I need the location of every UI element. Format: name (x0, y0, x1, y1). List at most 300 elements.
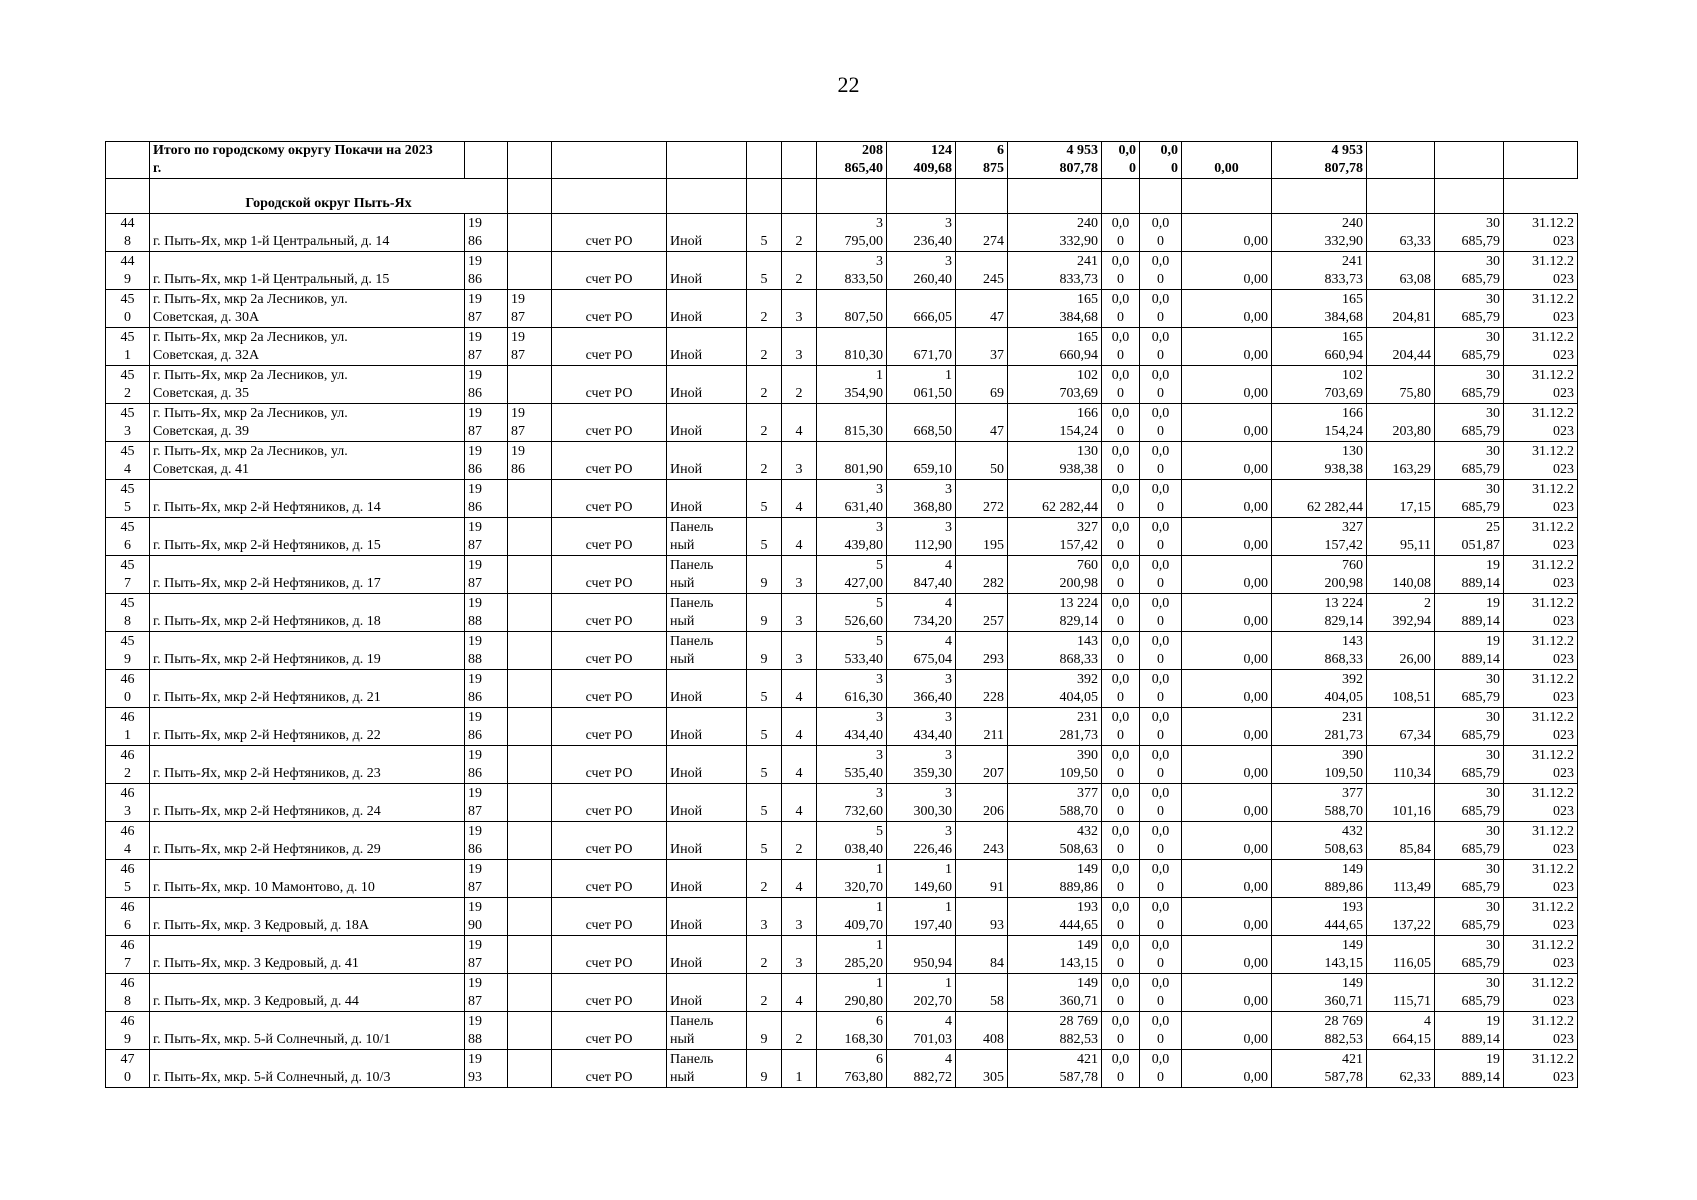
cost-b-cell: 0,0 0 (1140, 556, 1182, 594)
entrances-cell: 4 (782, 784, 817, 822)
residents-cell: 195 (956, 518, 1008, 556)
cost-per-sqm-cell: 2 392,94 (1367, 594, 1435, 632)
year-built-cell: 19 87 (465, 784, 508, 822)
cost-limit-cell: 19 889,14 (1435, 556, 1504, 594)
row-number-cell: 46 8 (106, 974, 150, 1012)
cost-limit-cell: 30 685,79 (1435, 974, 1504, 1012)
cost-total-cell: 62 282,44 (1008, 480, 1102, 518)
cost-fund-cell: 13 224 829,14 (1272, 594, 1367, 632)
total-area-cell: 1 290,80 (817, 974, 887, 1012)
living-area-cell: 3 300,30 (887, 784, 956, 822)
table-row (106, 822, 1578, 860)
total-cell: 208 865,40 (817, 142, 887, 179)
row-number-cell: 44 8 (106, 214, 150, 252)
cost-c-cell: 0,00 (1182, 670, 1272, 708)
entrances-cell: 3 (782, 898, 817, 936)
residents-cell: 37 (956, 328, 1008, 366)
cost-fund-cell: 102 703,69 (1272, 366, 1367, 404)
floors-cell: 2 (747, 936, 782, 974)
residents-cell: 84 (956, 936, 1008, 974)
deadline-cell: 31.12.2 023 (1504, 898, 1578, 936)
cost-per-sqm-cell: 17,15 (1367, 480, 1435, 518)
year-built-cell: 19 86 (465, 670, 508, 708)
cost-a-cell: 0,0 0 (1102, 1012, 1140, 1050)
entrances-cell: 4 (782, 518, 817, 556)
total-area-cell: 3 795,00 (817, 214, 887, 252)
cost-b-cell: 0,0 0 (1140, 442, 1182, 480)
entrances-cell: 3 (782, 556, 817, 594)
total-cell: 4 953 807,78 (1272, 142, 1367, 179)
fund-method-cell: счет РО (552, 404, 667, 442)
cost-fund-cell: 421 587,78 (1272, 1050, 1367, 1088)
cost-limit-cell: 30 685,79 (1435, 214, 1504, 252)
row-number-cell: 46 4 (106, 822, 150, 860)
year-built-cell: 19 88 (465, 594, 508, 632)
row-number-cell: 46 9 (106, 1012, 150, 1050)
cost-a-cell: 0,0 0 (1102, 1050, 1140, 1088)
address-cell: г. Пыть-Ях, мкр 1-й Центральный, д. 15 (150, 252, 465, 290)
cost-total-cell: 102 703,69 (1008, 366, 1102, 404)
fund-method-cell: счет РО (552, 974, 667, 1012)
living-area-cell: 3 260,40 (887, 252, 956, 290)
floors-cell: 5 (747, 784, 782, 822)
cost-c-cell: 0,00 (1182, 518, 1272, 556)
wall-material-cell: Панель ный (667, 1050, 747, 1088)
address-cell: г. Пыть-Ях, мкр 2-й Нефтяников, д. 24 (150, 784, 465, 822)
residents-cell: 47 (956, 290, 1008, 328)
cost-limit-cell: 30 685,79 (1435, 784, 1504, 822)
total-row (106, 142, 1578, 179)
floors-cell: 5 (747, 252, 782, 290)
cost-limit-cell: 30 685,79 (1435, 480, 1504, 518)
cost-c-cell: 0,00 (1182, 328, 1272, 366)
cost-a-cell: 0,0 0 (1102, 860, 1140, 898)
cost-c-cell: 0,00 (1182, 556, 1272, 594)
year-commissioned-cell (508, 670, 552, 708)
deadline-cell: 31.12.2 023 (1504, 860, 1578, 898)
cost-c-cell: 0,00 (1182, 214, 1272, 252)
floors-cell: 5 (747, 822, 782, 860)
cost-limit-cell: 30 685,79 (1435, 746, 1504, 784)
living-area-cell: 3 368,80 (887, 480, 956, 518)
wall-material-cell: Иной (667, 366, 747, 404)
deadline-cell: 31.12.2 023 (1504, 1050, 1578, 1088)
cost-c-cell: 0,00 (1182, 708, 1272, 746)
table-row (106, 936, 1578, 974)
cost-total-cell: 377 588,70 (1008, 784, 1102, 822)
fund-method-cell: счет РО (552, 480, 667, 518)
wall-material-cell: Иной (667, 822, 747, 860)
table-row (106, 708, 1578, 746)
cost-b-cell: 0,0 0 (1140, 252, 1182, 290)
cost-a-cell: 0,0 0 (1102, 670, 1140, 708)
table-row (106, 214, 1578, 252)
row-number-cell: 45 8 (106, 594, 150, 632)
floors-cell: 5 (747, 518, 782, 556)
floors-cell: 9 (747, 556, 782, 594)
cost-a-cell: 0,0 0 (1102, 252, 1140, 290)
cost-per-sqm-cell: 26,00 (1367, 632, 1435, 670)
cost-a-cell: 0,0 0 (1102, 556, 1140, 594)
year-built-cell: 19 87 (465, 290, 508, 328)
cost-limit-cell: 30 685,79 (1435, 252, 1504, 290)
total-cell: 6 875 (956, 142, 1008, 179)
section-row (106, 179, 1578, 214)
living-area-cell: 3 236,40 (887, 214, 956, 252)
table-row (106, 556, 1578, 594)
total-area-cell: 3 535,40 (817, 746, 887, 784)
wall-material-cell: Иной (667, 936, 747, 974)
cost-limit-cell: 30 685,79 (1435, 366, 1504, 404)
cost-b-cell: 0,0 0 (1140, 632, 1182, 670)
table-row (106, 670, 1578, 708)
wall-material-cell: Панель ный (667, 1012, 747, 1050)
deadline-cell: 31.12.2 023 (1504, 708, 1578, 746)
cost-per-sqm-cell: 110,34 (1367, 746, 1435, 784)
cost-limit-cell: 19 889,14 (1435, 1012, 1504, 1050)
cost-total-cell: 432 508,63 (1008, 822, 1102, 860)
deadline-cell: 31.12.2 023 (1504, 214, 1578, 252)
table-row (106, 328, 1578, 366)
year-commissioned-cell (508, 1050, 552, 1088)
cost-c-cell: 0,00 (1182, 404, 1272, 442)
cost-fund-cell: 390 109,50 (1272, 746, 1367, 784)
year-built-cell: 19 86 (465, 214, 508, 252)
living-area-cell: 4 701,03 (887, 1012, 956, 1050)
wall-material-cell: Иной (667, 974, 747, 1012)
entrances-cell: 3 (782, 328, 817, 366)
cost-a-cell: 0,0 0 (1102, 746, 1140, 784)
deadline-cell: 31.12.2 023 (1504, 328, 1578, 366)
cost-b-cell: 0,0 0 (1140, 860, 1182, 898)
cost-c-cell: 0,00 (1182, 746, 1272, 784)
year-commissioned-cell (508, 708, 552, 746)
cost-a-cell: 0,0 0 (1102, 708, 1140, 746)
wall-material-cell: Иной (667, 784, 747, 822)
cost-per-sqm-cell: 115,71 (1367, 974, 1435, 1012)
fund-method-cell: счет РО (552, 936, 667, 974)
year-built-cell: 19 87 (465, 518, 508, 556)
wall-material-cell: Иной (667, 746, 747, 784)
cost-limit-cell: 19 889,14 (1435, 1050, 1504, 1088)
cost-per-sqm-cell: 63,08 (1367, 252, 1435, 290)
floors-cell: 5 (747, 480, 782, 518)
cost-b-cell: 0,0 0 (1140, 366, 1182, 404)
total-area-cell: 5 427,00 (817, 556, 887, 594)
total-area-cell: 5 533,40 (817, 632, 887, 670)
deadline-cell: 31.12.2 023 (1504, 252, 1578, 290)
cost-limit-cell: 30 685,79 (1435, 822, 1504, 860)
cost-total-cell: 392 404,05 (1008, 670, 1102, 708)
cost-c-cell: 0,00 (1182, 936, 1272, 974)
deadline-cell: 31.12.2 023 (1504, 442, 1578, 480)
residents-cell: 206 (956, 784, 1008, 822)
cost-a-cell: 0,0 0 (1102, 328, 1140, 366)
table-row (106, 974, 1578, 1012)
wall-material-cell: Иной (667, 290, 747, 328)
cost-a-cell: 0,0 0 (1102, 936, 1140, 974)
residents-cell: 69 (956, 366, 1008, 404)
wall-material-cell: Иной (667, 480, 747, 518)
year-commissioned-cell (508, 632, 552, 670)
row-number-cell: 44 9 (106, 252, 150, 290)
year-commissioned-cell (508, 974, 552, 1012)
floors-cell: 2 (747, 290, 782, 328)
living-area-cell: 1 202,70 (887, 974, 956, 1012)
cost-c-cell: 0,00 (1182, 898, 1272, 936)
year-commissioned-cell (508, 366, 552, 404)
entrances-cell: 3 (782, 632, 817, 670)
fund-method-cell: счет РО (552, 594, 667, 632)
wall-material-cell: Панель ный (667, 518, 747, 556)
wall-material-cell: Иной (667, 252, 747, 290)
entrances-cell: 4 (782, 480, 817, 518)
floors-cell: 9 (747, 632, 782, 670)
year-built-cell: 19 88 (465, 1012, 508, 1050)
cost-limit-cell: 19 889,14 (1435, 594, 1504, 632)
living-area-cell: 3 359,30 (887, 746, 956, 784)
cost-a-cell: 0,0 0 (1102, 404, 1140, 442)
cost-a-cell: 0,0 0 (1102, 594, 1140, 632)
total-area-cell: 5 526,60 (817, 594, 887, 632)
cost-limit-cell: 30 685,79 (1435, 708, 1504, 746)
fund-method-cell: счет РО (552, 328, 667, 366)
table-row (106, 746, 1578, 784)
fund-method-cell: счет РО (552, 632, 667, 670)
floors-cell: 2 (747, 442, 782, 480)
fund-method-cell: счет РО (552, 746, 667, 784)
address-cell: г. Пыть-Ях, мкр 2-й Нефтяников, д. 21 (150, 670, 465, 708)
deadline-cell: 31.12.2 023 (1504, 366, 1578, 404)
fund-method-cell: счет РО (552, 518, 667, 556)
entrances-cell: 3 (782, 936, 817, 974)
cost-limit-cell: 30 685,79 (1435, 860, 1504, 898)
year-built-cell: 19 90 (465, 898, 508, 936)
row-number-cell: 45 1 (106, 328, 150, 366)
cost-b-cell: 0,0 0 (1140, 1012, 1182, 1050)
cost-c-cell: 0,00 (1182, 632, 1272, 670)
address-cell: г. Пыть-Ях, мкр. 3 Кедровый, д. 41 (150, 936, 465, 974)
row-number-cell: 45 0 (106, 290, 150, 328)
residents-cell: 207 (956, 746, 1008, 784)
cost-fund-cell: 432 508,63 (1272, 822, 1367, 860)
entrances-cell: 2 (782, 366, 817, 404)
cost-fund-cell: 165 384,68 (1272, 290, 1367, 328)
cost-b-cell: 0,0 0 (1140, 328, 1182, 366)
wall-material-cell: Иной (667, 708, 747, 746)
living-area-cell: 671,70 (887, 328, 956, 366)
fund-method-cell: счет РО (552, 1012, 667, 1050)
cost-a-cell: 0,0 0 (1102, 366, 1140, 404)
living-area-cell: 4 882,72 (887, 1050, 956, 1088)
cost-b-cell: 0,0 0 (1140, 594, 1182, 632)
cost-fund-cell: 130 938,38 (1272, 442, 1367, 480)
cost-total-cell: 130 938,38 (1008, 442, 1102, 480)
year-built-cell: 19 87 (465, 860, 508, 898)
wall-material-cell: Иной (667, 404, 747, 442)
total-area-cell: 1 320,70 (817, 860, 887, 898)
table-row (106, 252, 1578, 290)
cost-total-cell: 166 154,24 (1008, 404, 1102, 442)
cost-per-sqm-cell: 75,80 (1367, 366, 1435, 404)
residents-cell: 243 (956, 822, 1008, 860)
fund-method-cell: счет РО (552, 708, 667, 746)
entrances-cell: 3 (782, 442, 817, 480)
residents-cell: 50 (956, 442, 1008, 480)
living-area-cell: 668,50 (887, 404, 956, 442)
cost-per-sqm-cell: 62,33 (1367, 1050, 1435, 1088)
year-commissioned-cell (508, 822, 552, 860)
deadline-cell: 31.12.2 023 (1504, 1012, 1578, 1050)
living-area-cell: 3 226,46 (887, 822, 956, 860)
table-row (106, 632, 1578, 670)
entrances-cell: 4 (782, 670, 817, 708)
entrances-cell: 3 (782, 290, 817, 328)
cost-fund-cell: 165 660,94 (1272, 328, 1367, 366)
cost-fund-cell: 62 282,44 (1272, 480, 1367, 518)
cost-b-cell: 0,0 0 (1140, 898, 1182, 936)
cost-limit-cell: 30 685,79 (1435, 936, 1504, 974)
floors-cell: 9 (747, 1012, 782, 1050)
fund-method-cell: счет РО (552, 442, 667, 480)
year-built-cell: 19 86 (465, 480, 508, 518)
deadline-cell: 31.12.2 023 (1504, 594, 1578, 632)
cost-fund-cell: 240 332,90 (1272, 214, 1367, 252)
residents-cell: 47 (956, 404, 1008, 442)
cost-total-cell: 760 200,98 (1008, 556, 1102, 594)
total-area-cell: 6 168,30 (817, 1012, 887, 1050)
cost-total-cell: 165 660,94 (1008, 328, 1102, 366)
cost-total-cell: 193 444,65 (1008, 898, 1102, 936)
fund-method-cell: счет РО (552, 822, 667, 860)
entrances-cell: 4 (782, 860, 817, 898)
floors-cell: 5 (747, 670, 782, 708)
table-row (106, 860, 1578, 898)
living-area-cell: 659,10 (887, 442, 956, 480)
entrances-cell: 2 (782, 822, 817, 860)
row-number-cell: 45 4 (106, 442, 150, 480)
cost-total-cell: 28 769 882,53 (1008, 1012, 1102, 1050)
wall-material-cell: Иной (667, 860, 747, 898)
residents-cell: 245 (956, 252, 1008, 290)
address-cell: г. Пыть-Ях, мкр 2-й Нефтяников, д. 15 (150, 518, 465, 556)
cost-fund-cell: 231 281,73 (1272, 708, 1367, 746)
cost-per-sqm-cell: 204,44 (1367, 328, 1435, 366)
living-area-cell: 3 366,40 (887, 670, 956, 708)
floors-cell: 3 (747, 898, 782, 936)
cost-total-cell: 421 587,78 (1008, 1050, 1102, 1088)
year-commissioned-cell (508, 746, 552, 784)
residents-cell: 257 (956, 594, 1008, 632)
cost-per-sqm-cell: 101,16 (1367, 784, 1435, 822)
cost-b-cell: 0,0 0 (1140, 1050, 1182, 1088)
cost-b-cell: 0,0 0 (1140, 822, 1182, 860)
cost-b-cell: 0,0 0 (1140, 518, 1182, 556)
address-cell: г. Пыть-Ях, мкр 2а Лесников, ул. Советская, д. 30А (150, 290, 465, 328)
cost-limit-cell: 19 889,14 (1435, 632, 1504, 670)
living-area-cell: 1 149,60 (887, 860, 956, 898)
floors-cell: 2 (747, 860, 782, 898)
cost-per-sqm-cell: 203,80 (1367, 404, 1435, 442)
table-row (106, 404, 1578, 442)
year-commissioned-cell (508, 480, 552, 518)
year-built-cell: 19 87 (465, 974, 508, 1012)
fund-method-cell: счет РО (552, 556, 667, 594)
cost-c-cell: 0,00 (1182, 366, 1272, 404)
address-cell: г. Пыть-Ях, мкр 2а Лесников, ул. Советская, д. 39 (150, 404, 465, 442)
row-number-cell: 46 7 (106, 936, 150, 974)
cost-per-sqm-cell: 63,33 (1367, 214, 1435, 252)
wall-material-cell: Иной (667, 214, 747, 252)
year-built-cell: 19 86 (465, 252, 508, 290)
cost-a-cell: 0,0 0 (1102, 784, 1140, 822)
fund-method-cell: счет РО (552, 898, 667, 936)
entrances-cell: 2 (782, 1012, 817, 1050)
living-area-cell: 3 112,90 (887, 518, 956, 556)
cost-b-cell: 0,0 0 (1140, 404, 1182, 442)
year-built-cell: 19 86 (465, 442, 508, 480)
cost-total-cell: 149 360,71 (1008, 974, 1102, 1012)
cost-per-sqm-cell: 140,08 (1367, 556, 1435, 594)
cost-total-cell: 327 157,42 (1008, 518, 1102, 556)
living-area-cell: 1 061,50 (887, 366, 956, 404)
total-area-cell: 807,50 (817, 290, 887, 328)
address-cell: г. Пыть-Ях, мкр 2-й Нефтяников, д. 23 (150, 746, 465, 784)
residents-cell: 58 (956, 974, 1008, 1012)
cost-b-cell: 0,0 0 (1140, 746, 1182, 784)
row-number-cell: 46 3 (106, 784, 150, 822)
total-label: Итого по городскому округу Покачи на 2023 г. (150, 142, 465, 179)
total-area-cell: 1 409,70 (817, 898, 887, 936)
cost-per-sqm-cell: 137,22 (1367, 898, 1435, 936)
year-built-cell: 19 93 (465, 1050, 508, 1088)
entrances-cell: 4 (782, 404, 817, 442)
living-area-cell: 3 434,40 (887, 708, 956, 746)
floors-cell: 2 (747, 974, 782, 1012)
cost-c-cell: 0,00 (1182, 442, 1272, 480)
cost-per-sqm-cell: 95,11 (1367, 518, 1435, 556)
fund-method-cell: счет РО (552, 1050, 667, 1088)
cost-a-cell: 0,0 0 (1102, 480, 1140, 518)
cost-per-sqm-cell: 116,05 (1367, 936, 1435, 974)
cost-fund-cell: 392 404,05 (1272, 670, 1367, 708)
cost-fund-cell: 149 360,71 (1272, 974, 1367, 1012)
cost-fund-cell: 149 143,15 (1272, 936, 1367, 974)
year-built-cell: 19 87 (465, 556, 508, 594)
total-area-cell: 3 631,40 (817, 480, 887, 518)
cost-b-cell: 0,0 0 (1140, 936, 1182, 974)
year-commissioned-cell: 19 87 (508, 328, 552, 366)
cost-total-cell: 143 868,33 (1008, 632, 1102, 670)
fund-method-cell: счет РО (552, 214, 667, 252)
residents-cell: 408 (956, 1012, 1008, 1050)
cost-b-cell: 0,0 0 (1140, 784, 1182, 822)
year-commissioned-cell (508, 252, 552, 290)
year-commissioned-cell (508, 518, 552, 556)
floors-cell: 5 (747, 214, 782, 252)
cost-fund-cell: 760 200,98 (1272, 556, 1367, 594)
table-row (106, 480, 1578, 518)
total-cell: 0,0 0 (1102, 142, 1140, 179)
fund-method-cell: счет РО (552, 670, 667, 708)
year-commissioned-cell (508, 1012, 552, 1050)
deadline-cell: 31.12.2 023 (1504, 936, 1578, 974)
year-built-cell: 19 87 (465, 328, 508, 366)
row-number-cell: 46 1 (106, 708, 150, 746)
wall-material-cell: Иной (667, 898, 747, 936)
cost-per-sqm-cell: 163,29 (1367, 442, 1435, 480)
total-area-cell: 3 732,60 (817, 784, 887, 822)
